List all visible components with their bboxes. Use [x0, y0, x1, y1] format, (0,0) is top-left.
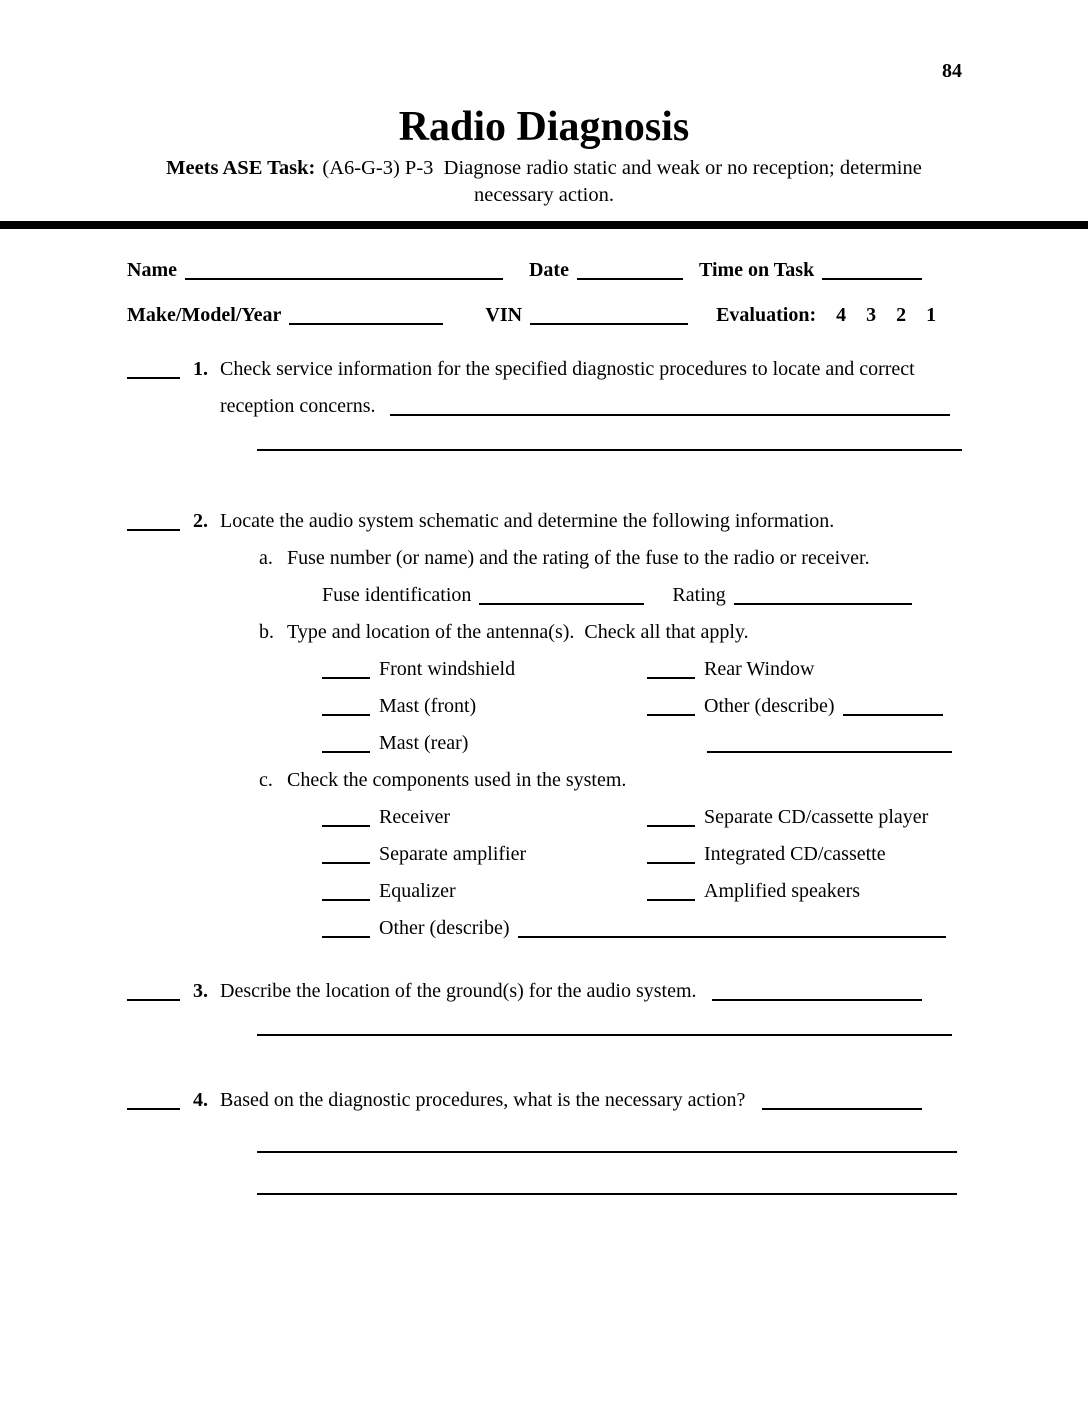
task-2c-letter: c. [259, 769, 273, 791]
task-1-text-line2 [220, 388, 968, 425]
task-3-grade-line[interactable] [127, 997, 180, 1001]
components-row-2 [322, 836, 968, 873]
components-row-1 [322, 799, 968, 836]
task-1-answer-line-1[interactable] [390, 412, 950, 416]
antenna-other-continuation [647, 745, 952, 749]
components-row-4 [322, 910, 968, 947]
task-2a-text: Fuse number (or name) and the rating of the fuse to the radio or receiver. [287, 547, 870, 569]
antenna-mast-rear [322, 725, 647, 762]
antenna-mast-front [322, 688, 647, 725]
fuse-identification-input-line[interactable] [479, 601, 644, 605]
task-2a-fuse-row [322, 577, 968, 614]
antenna-row-1 [322, 651, 968, 688]
component-separate-amplifier-label: Separate amplifier [379, 843, 527, 865]
vin-label: VIN [485, 304, 523, 326]
ase-task-line1 [0, 155, 1088, 182]
header-divider [0, 221, 1088, 229]
antenna-front-windshield [322, 651, 647, 688]
antenna-mast-front-label: Mast (front) [379, 695, 477, 717]
antenna-front-windshield-checkline[interactable] [322, 675, 370, 679]
antenna-other-checkline[interactable] [647, 712, 695, 716]
rating-input-line[interactable] [734, 601, 912, 605]
antenna-rear-window [647, 651, 814, 688]
task-3-text: Describe the location of the ground(s) for the audio system. [220, 980, 697, 1002]
component-integrated-cd-checkline[interactable] [647, 860, 695, 864]
component-equalizer-label: Equalizer [379, 880, 456, 902]
name-input-line[interactable] [185, 276, 503, 280]
component-separate-cd-label: Separate CD/cassette player [704, 806, 929, 828]
task-4-answer-line-3[interactable] [257, 1193, 957, 1195]
components-row-3 [322, 873, 968, 910]
evaluation-option-3[interactable]: 3 [866, 304, 877, 326]
task-4-answer-line-1[interactable] [762, 1106, 922, 1110]
task-4-text-line [220, 1082, 968, 1119]
task-2c [259, 762, 968, 799]
task-2-body [220, 503, 968, 947]
name-label: Name [127, 259, 177, 281]
meets-ase-task-label: Meets ASE Task: [166, 157, 316, 179]
antenna-mast-rear-checkline[interactable] [322, 749, 370, 753]
component-amplified-speakers-checkline[interactable] [647, 897, 695, 901]
task-2c-text: Check the components used in the system. [287, 769, 627, 791]
evaluation-label: Evaluation: [716, 304, 817, 326]
ase-task-text: (A6-G-3) P-3 Diagnose radio static and weak or no reception; determine [322, 157, 922, 179]
task-1-text-line1: Check service information for the specified diagnostic procedures to locate and correct [220, 358, 915, 380]
component-equalizer-checkline[interactable] [322, 897, 370, 901]
vin-input-line[interactable] [530, 321, 688, 325]
page-title: Radio Diagnosis [398, 104, 690, 150]
antenna-rear-window-label: Rear Window [704, 658, 815, 680]
component-integrated-cd [647, 836, 886, 873]
component-receiver [322, 799, 647, 836]
form-body [0, 259, 1088, 1195]
task-2-grade-line[interactable] [127, 527, 180, 531]
task-4-text: Based on the diagnostic procedures, what is the necessary action? [220, 1089, 746, 1111]
task-item-1 [127, 351, 968, 451]
antenna-other-describe-input-line[interactable] [843, 712, 943, 716]
fuse-identification-label: Fuse identification [322, 584, 472, 606]
info-row-1 [127, 259, 968, 282]
evaluation-option-4[interactable]: 4 [836, 304, 847, 326]
task-4-number: 4. [193, 1089, 208, 1111]
date-label: Date [528, 259, 569, 281]
task-3-number: 3. [193, 980, 208, 1002]
component-integrated-cd-label: Integrated CD/cassette [704, 843, 886, 865]
component-separate-amplifier-checkline[interactable] [322, 860, 370, 864]
antenna-front-windshield-label: Front windshield [379, 658, 516, 680]
task-1-body [220, 351, 968, 451]
task-4-answer-line-2[interactable] [257, 1151, 957, 1153]
task-2a [259, 540, 968, 577]
ase-task-statement [0, 155, 1088, 209]
make-model-year-label: Make/Model/Year [127, 304, 282, 326]
antenna-mast-front-checkline[interactable] [322, 712, 370, 716]
component-other-label: Other (describe) [379, 917, 510, 939]
task-2-number: 2. [193, 510, 208, 532]
task-2b-text: Type and location of the antenna(s). Check all that apply. [287, 621, 749, 643]
task-4-grade-line[interactable] [127, 1106, 180, 1110]
antenna-row-3 [322, 725, 968, 762]
task-2-text: Locate the audio system schematic and determine the following information. [220, 510, 835, 532]
antenna-rear-window-checkline[interactable] [647, 675, 695, 679]
component-separate-cd-checkline[interactable] [647, 823, 695, 827]
task-2b [259, 614, 968, 651]
component-other-checkline[interactable] [322, 934, 370, 938]
time-on-task-label: Time on Task [698, 259, 815, 281]
component-amplified-speakers [647, 873, 860, 910]
ase-task-line2: necessary action. [473, 184, 615, 206]
antenna-other-describe-input-line-2[interactable] [707, 749, 952, 753]
task-1-number: 1. [193, 358, 208, 380]
component-separate-cd [647, 799, 928, 836]
antenna-mast-rear-label: Mast (rear) [379, 732, 469, 754]
component-receiver-label: Receiver [379, 806, 451, 828]
make-model-year-input-line[interactable] [289, 321, 443, 325]
component-separate-amplifier [322, 836, 647, 873]
task-3-answer-line-2[interactable] [257, 1034, 952, 1036]
task-1-answer-line-2[interactable] [257, 449, 962, 451]
task-1-grade-line[interactable] [127, 375, 180, 379]
component-receiver-checkline[interactable] [322, 823, 370, 827]
info-row-2 [127, 304, 968, 327]
task-item-4 [127, 1082, 968, 1195]
task-2a-letter: a. [259, 547, 273, 569]
page-number: 84 [942, 60, 962, 82]
component-amplified-speakers-label: Amplified speakers [704, 880, 861, 902]
task-2b-letter: b. [259, 621, 274, 643]
worksheet-header [0, 0, 1088, 209]
component-equalizer [322, 873, 647, 910]
task-3-answer-line-1[interactable] [712, 997, 922, 1001]
date-input-line[interactable] [577, 276, 683, 280]
antenna-row-2 [322, 688, 968, 725]
task-item-2 [127, 503, 968, 947]
antenna-other [647, 688, 943, 725]
antenna-other-label: Other (describe) [704, 695, 835, 717]
time-on-task-input-line[interactable] [822, 276, 922, 280]
task-1-text-line2-label: reception concerns. [220, 395, 376, 417]
task-4-body [220, 1082, 968, 1195]
component-other [322, 910, 946, 947]
task-item-3 [127, 973, 968, 1036]
evaluation-option-2[interactable]: 2 [896, 304, 907, 326]
task-3-text-line [220, 973, 968, 1010]
evaluation-option-1[interactable]: 1 [926, 304, 937, 326]
component-other-describe-input-line[interactable] [518, 934, 946, 938]
task-3-body [220, 973, 968, 1036]
rating-label: Rating [672, 584, 726, 606]
